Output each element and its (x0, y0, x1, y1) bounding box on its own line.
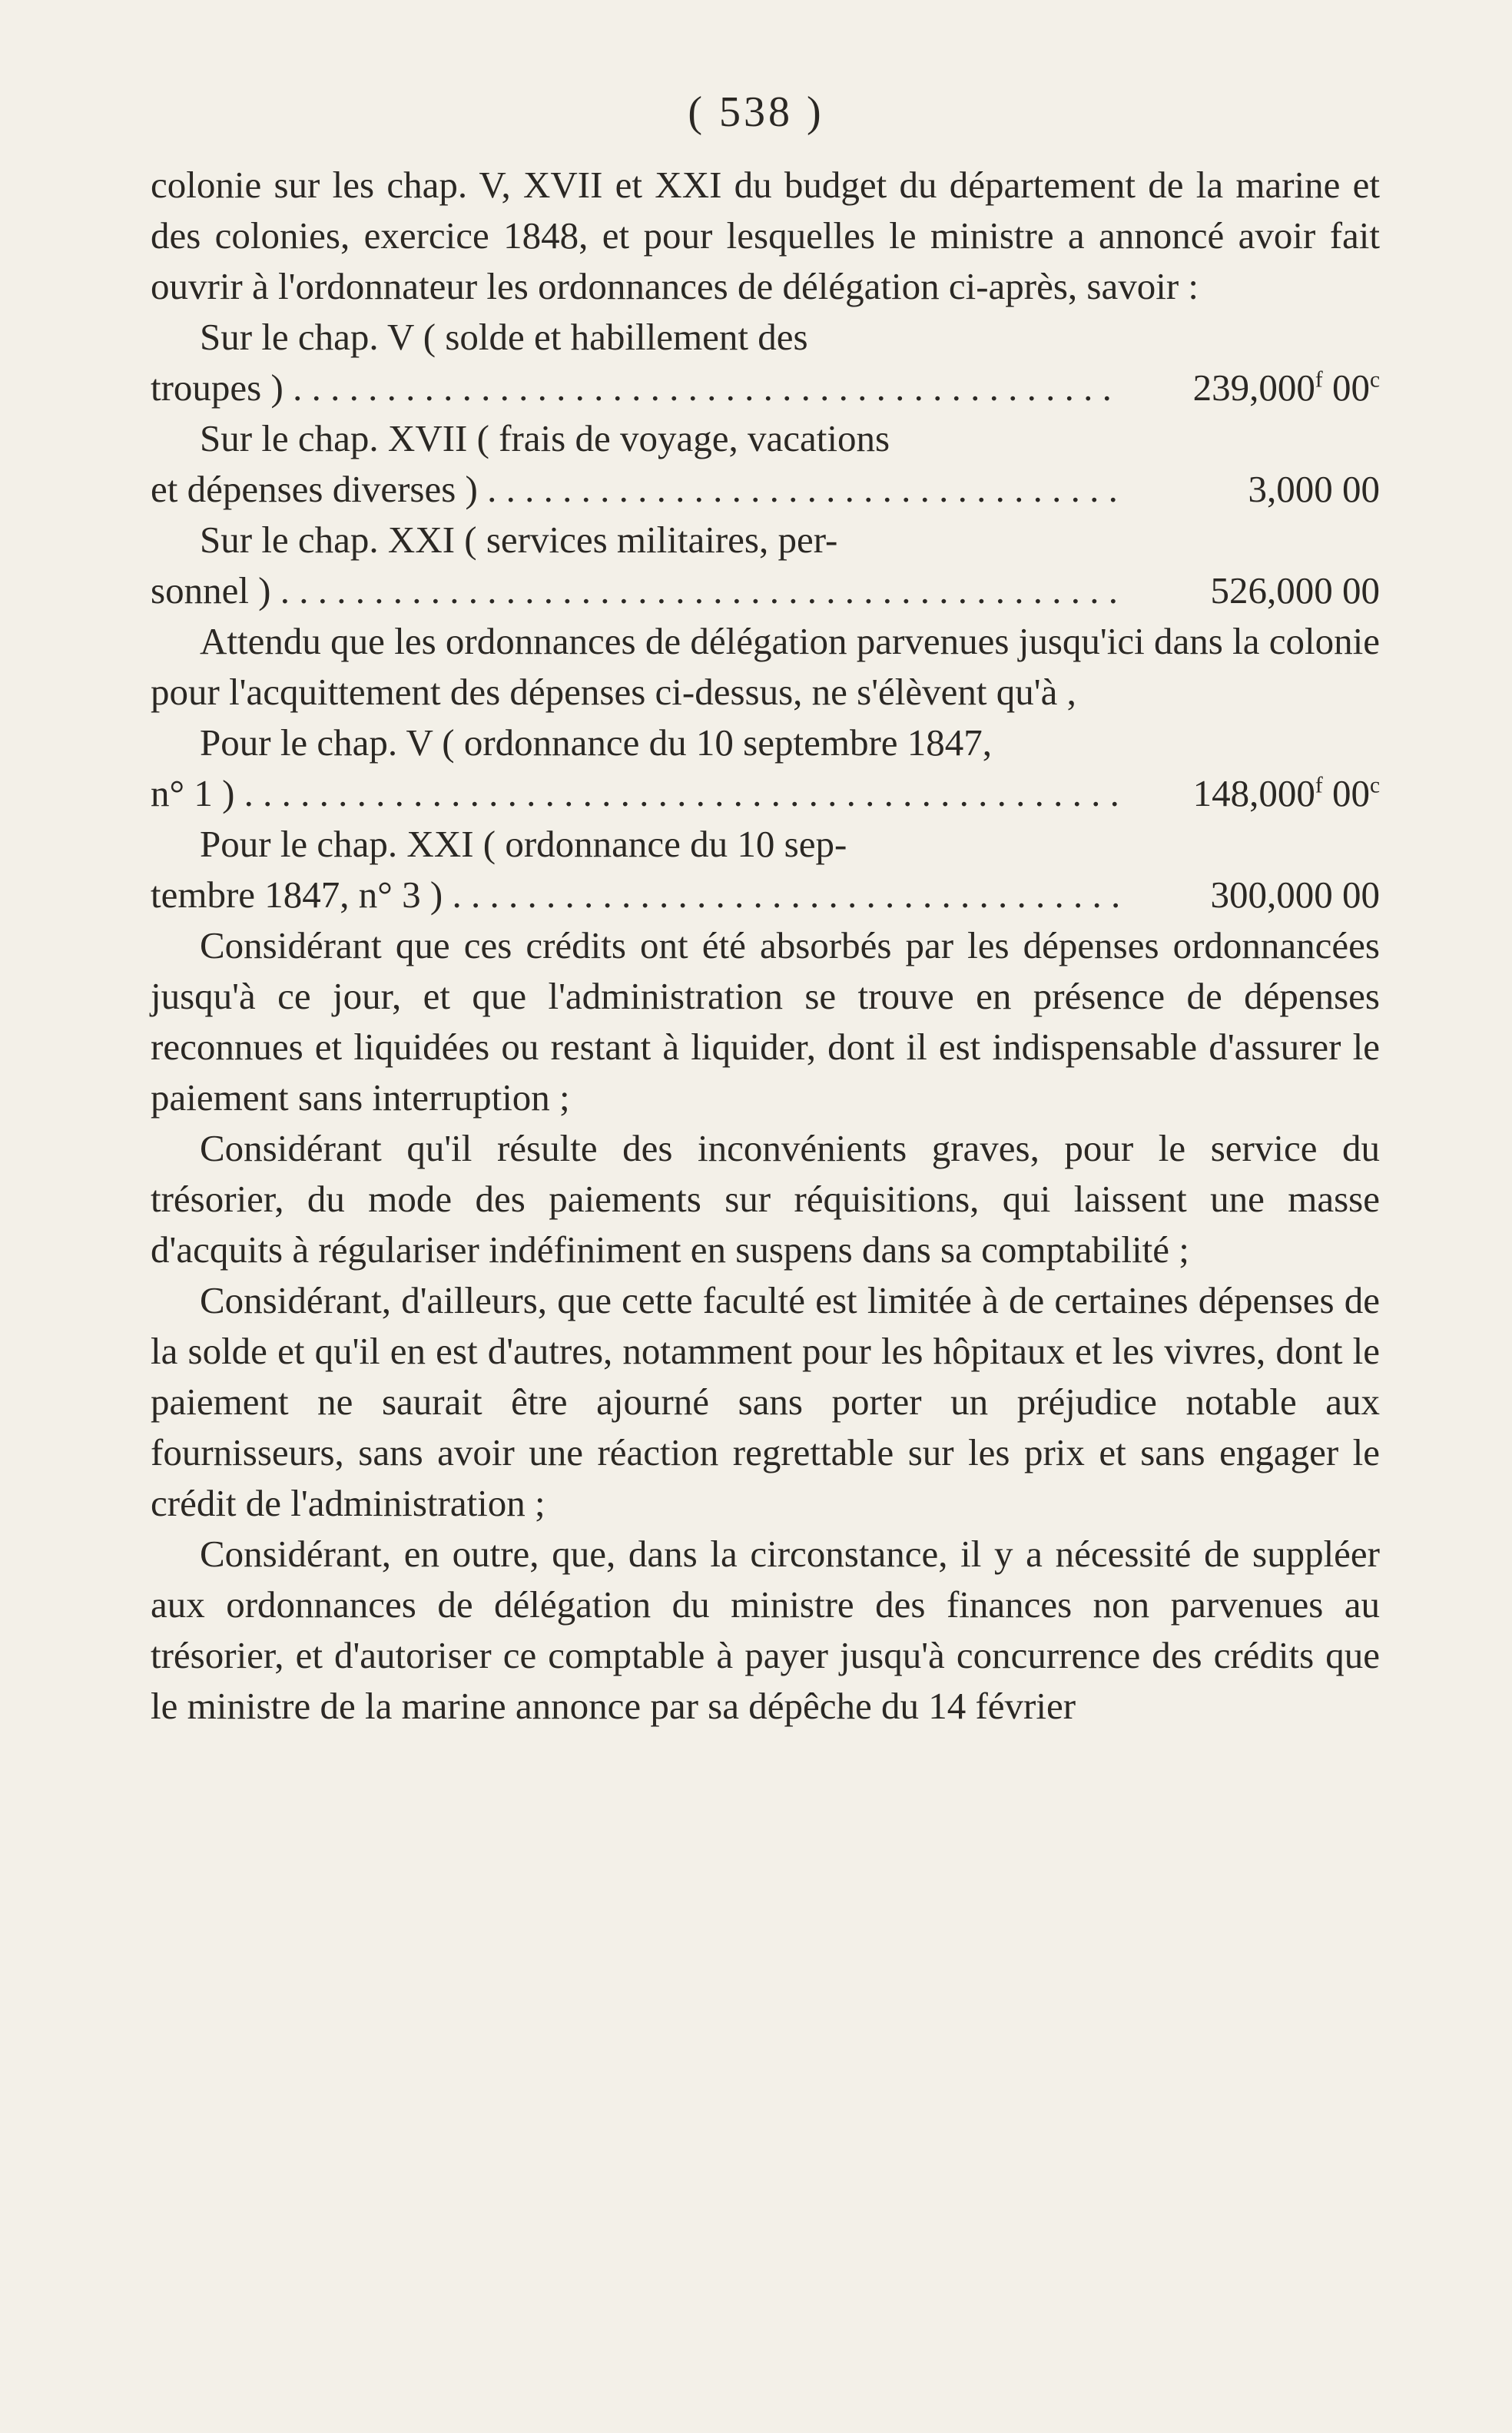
credit-continuation: sonnel ) . . . (151, 565, 1120, 616)
received-continuation: n° 1 ) . . . (151, 768, 1120, 819)
credit-amount (1120, 363, 1380, 413)
considerant-paragraph: Considérant, en outre, que, dans la circonstance, il y a nécessité de suppléer aux ordonnances de délégation du ministre des finances non parvenues au trésorier, et d'autoriser ce comptable à payer jusqu'à concurrence des crédits que le ministre de la marine annonce par sa dépêche du 14 février (151, 1533, 1380, 1727)
credit-amount (1120, 464, 1380, 515)
amount-value: 526,000 (1210, 569, 1333, 612)
received-line (151, 768, 1380, 819)
credit-description: Sur le chap. XVII ( frais de voyage, vacations (200, 417, 890, 459)
credit-line (151, 363, 1380, 413)
considerant-paragraph: Considérant qu'il résulte des inconvénients graves, pour le service du trésorier, du mode des paiements sur réquisitions, qui laissent une masse d'acquits à régulariser indéfiniment en suspens dans sa comptabilité ; (151, 1127, 1380, 1271)
amount-unit: f (1315, 773, 1323, 798)
received-line (151, 870, 1380, 920)
received-amount (1120, 768, 1380, 819)
amount-unit: f (1315, 367, 1323, 393)
page-number: ( 538 ) (688, 88, 824, 136)
credit-continuation: et dépenses diverses ) . . . (151, 464, 1120, 515)
amount-value: 148,000 (1192, 772, 1315, 814)
cents-unit: c (1369, 367, 1380, 393)
received-entry (151, 718, 1380, 819)
credit-line (151, 565, 1380, 616)
credit-entry (151, 312, 1380, 413)
credit-entry (151, 515, 1380, 616)
amount-cents: 00 (1342, 468, 1380, 510)
received-description: Pour le chap. XXI ( ordonnance du 10 sep- (200, 823, 847, 865)
amount-value: 3,000 (1248, 468, 1333, 510)
amount-value: 300,000 (1210, 873, 1333, 916)
amount-cents: 00 (1331, 366, 1370, 409)
received-list (151, 718, 1380, 920)
credit-line (151, 464, 1380, 515)
credit-description: Sur le chap. XXI ( services militaires, per- (200, 519, 838, 561)
attendu-paragraph: Attendu que les ordonnances de délégation parvenues jusqu'ici dans la colonie pour l'acquittement des dépenses ci-dessus, ne s'élèvent qu'à , (151, 620, 1380, 713)
received-amount (1120, 870, 1380, 920)
amount-cents: 00 (1342, 873, 1380, 916)
received-entry (151, 819, 1380, 920)
page-body (151, 160, 1380, 1732)
considerant-paragraph: Considérant que ces crédits ont été absorbés par les dépenses ordonnancées jusqu'à ce jour, et que l'administration se trouve en présence de dépenses reconnues et liquidées ou restant à liquider, dont il est indispensable d'assurer le paiement sans interruption ; (151, 924, 1380, 1119)
cents-unit: c (1369, 773, 1380, 798)
credit-amount (1120, 565, 1380, 616)
received-continuation: tembre 1847, n° 3 ) . . . (151, 870, 1120, 920)
intro-paragraph: colonie sur les chap. V, XVII et XXI du budget du département de la marine et des colonies, exercice 1848, et pour lesquelles le ministre a annoncé avoir fait ouvrir à l'ordonnateur les ordonnances de délégation ci-après, savoir : (151, 164, 1380, 307)
amount-cents: 00 (1342, 569, 1380, 612)
credit-description: Sur le chap. V ( solde et habillement des (200, 316, 808, 358)
considerant-paragraph: Considérant, d'ailleurs, que cette faculté est limitée à de certaines dépenses de la solde et qu'il en est d'autres, notamment pour les hôpitaux et les vivres, dont le paiement ne saurait être ajourné sans porter un préjudice notable aux fournisseurs, sans avoir une réaction regrettable sur les prix et sans engager le crédit de l'administration ; (151, 1279, 1380, 1524)
credit-entry (151, 413, 1380, 515)
credits-list (151, 312, 1380, 616)
received-description: Pour le chap. V ( ordonnance du 10 septembre 1847, (200, 721, 993, 764)
amount-value: 239,000 (1192, 366, 1315, 409)
amount-cents: 00 (1331, 772, 1370, 814)
credit-continuation: troupes ) . . . (151, 363, 1120, 413)
